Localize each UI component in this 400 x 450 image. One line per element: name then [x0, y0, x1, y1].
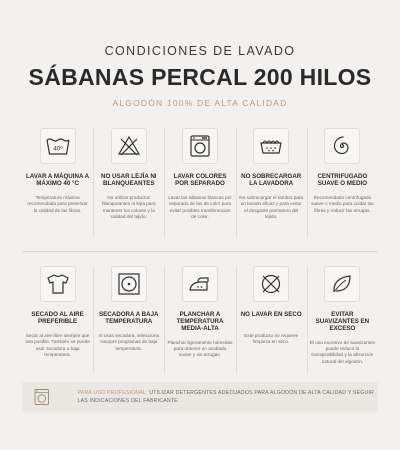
care-label: SECADORA A BAJA TEMPERATURA — [99, 311, 159, 326]
care-description: Temperatura máxima recomendada para preservar la calidad de las fibras. — [27, 195, 88, 213]
care-item-softener — [307, 262, 378, 378]
care-row-2 — [22, 262, 378, 378]
care-description: No sobrecargar el tambor para un lavado eficaz y para evitar el desgaste prematuro del tejido. — [239, 195, 304, 219]
care-label: LAVAR A MÁQUINA A MÁXIMO 40 °C — [26, 173, 90, 188]
washing-machine-icon — [182, 128, 218, 164]
care-description: El uso excesivo de suavizantes puede reducir la transpirabilidad y la absorción natural del algodón. — [309, 339, 375, 364]
care-label: NO LAVAR EN SECO — [240, 311, 302, 318]
tshirt-icon — [40, 266, 76, 302]
care-label: LAVAR COLORES POR SEPARADO — [173, 173, 227, 188]
care-label: NO USAR LEJÍA NI BLANQUEANTES — [101, 173, 157, 188]
care-item-colors-separate — [164, 124, 235, 242]
no-bleach-icon — [111, 128, 147, 164]
care-item-spin — [307, 124, 378, 242]
care-item-tumble-dry — [93, 262, 164, 378]
care-item-air-dry — [22, 262, 93, 378]
wash-40-icon — [40, 128, 76, 164]
care-description: Si usas secadora, selecciona siempre programas de baja temperatura. — [98, 333, 160, 351]
iron-icon — [182, 266, 218, 302]
note-body: UTILIZAR DETERGENTES ADECUADOS PARA ALGODÓN DE ALTA CALIDAD Y SEGUIR LAS INDICACIONES DEL FABRICANTE. — [77, 390, 375, 404]
spin-icon — [324, 128, 360, 164]
care-label: SECADO AL AIRE PREFERIBLE — [31, 311, 84, 326]
note-text — [78, 389, 378, 405]
no-overload-icon — [253, 128, 289, 164]
care-label: EVITAR SUAVIZANTES EN EXCESO — [315, 311, 370, 333]
care-item-wash-40 — [22, 124, 93, 242]
care-item-no-dry-clean — [236, 262, 307, 378]
subtitle: ALGODÓN 100% DE ALTA CALIDAD — [112, 98, 288, 108]
care-description: No utilizar productos blanqueantes ni lejía para mantener los colores y la calidad del tejido. — [101, 195, 156, 219]
care-label: NO SOBRECARGAR LA LAVADORA — [241, 173, 302, 188]
care-item-iron — [164, 262, 235, 378]
care-label: CENTRIFUGADO SUAVE O MEDIO — [317, 173, 368, 188]
care-item-no-bleach — [93, 124, 164, 242]
row-divider — [22, 251, 378, 252]
pre-title: CONDICIONES DE LAVADO — [104, 44, 296, 58]
care-row-1 — [22, 124, 378, 242]
care-label: PLANCHAR A TEMPERATURA MEDIA-ALTA — [176, 311, 224, 333]
care-description: Recomendado centrifugado suave o medio para cuidar las fibras y reducir las arrugas. — [311, 195, 374, 213]
tumble-dry-low-icon — [111, 266, 147, 302]
care-description: Lavar las sábanas blancas por separado de las de color para evitar posibles transferencias de color. — [168, 195, 232, 219]
leaf-icon — [324, 266, 360, 302]
care-description: Planchar ligeramente húmedas para obtener un acabado suave y sin arrugas. — [167, 339, 233, 358]
wash-temp-label: 40º — [52, 145, 63, 153]
care-item-no-overload — [236, 124, 307, 242]
washing-machine-icon — [32, 384, 52, 410]
care-description: Este producto no requiere limpieza en seco. — [244, 333, 299, 345]
page-title: SÁBANAS PERCAL 200 HILOS — [28, 64, 372, 90]
no-dry-clean-icon — [253, 266, 289, 302]
professional-note — [22, 382, 378, 412]
note-accent: PARA USO PROFESIONAL: — [77, 390, 148, 396]
care-description: Secar al aire libre siempre que sea posible. También se puede usar secadora a baja temperatura. — [25, 333, 90, 357]
